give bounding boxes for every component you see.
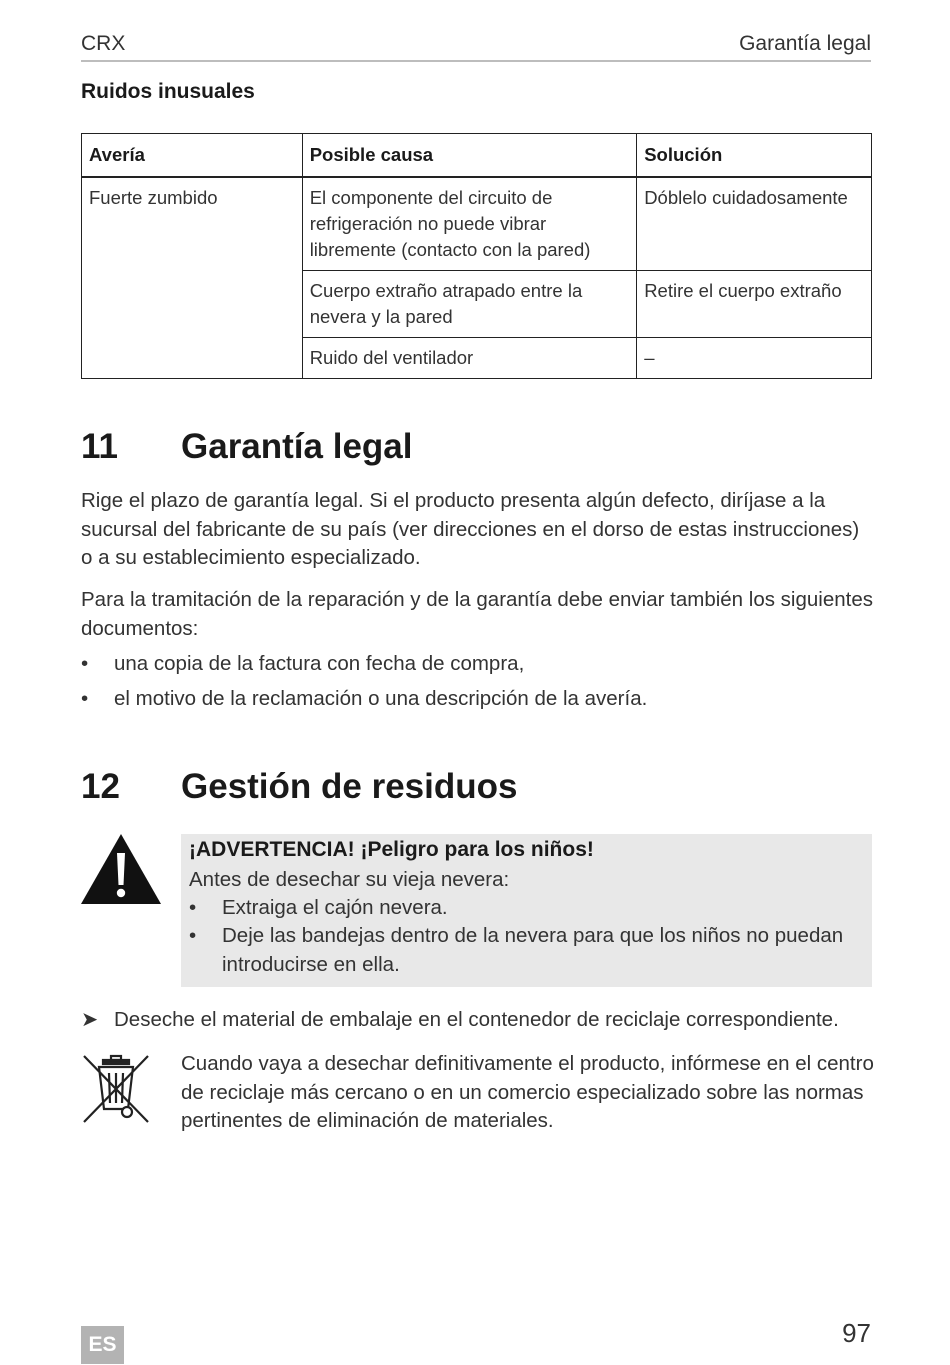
documents-paragraph: Para la tramitación de la reparación y de la garantía debe enviar también los siguientes documentos:	[81, 588, 873, 640]
solution-cell: Dóblelo cuidadosamente	[637, 177, 872, 271]
list-item-text: Deje las bandejas dentro de la nevera para que los niños no puedan introducirse en ella.	[222, 924, 844, 976]
warning-title: ¡ADVERTENCIA! ¡Peligro para los niños!	[189, 838, 594, 861]
warning-triangle-icon	[80, 833, 162, 905]
arrow-icon: ➤	[81, 1008, 99, 1031]
solution-cell: –	[637, 338, 872, 379]
list-item-text: el motivo de la reclamación o una descripción de la avería.	[114, 687, 648, 710]
fault-table	[81, 133, 872, 379]
warning-box	[181, 834, 872, 987]
warning-intro: Antes de desechar su vieja nevera:	[189, 868, 510, 891]
section-heading: Gestión de residuos	[181, 767, 518, 806]
table-heading: Ruidos inusuales	[81, 80, 255, 103]
header-chapter: Garantía legal	[739, 32, 871, 55]
bullet-marker: •	[189, 896, 197, 919]
fault-cell: Fuerte zumbido	[82, 177, 303, 379]
table-row	[82, 177, 872, 271]
list-item-text: Extraiga el cajón nevera.	[222, 896, 448, 919]
header-fault: Avería	[82, 134, 303, 178]
page-header	[81, 30, 871, 62]
header-cause: Posible causa	[302, 134, 637, 178]
section-number: 12	[81, 767, 120, 806]
language-badge: ES	[81, 1326, 124, 1364]
bullet-marker: •	[81, 652, 89, 675]
solution-cell: Retire el cuerpo extraño	[637, 271, 872, 338]
recycling-paragraph: Cuando vaya a desechar definitivamente el producto, infórmese en el centro de reciclaje más cercano o en un comercio especializado sobre las normas pertinentes de eliminación de materiales.	[181, 1052, 874, 1132]
crossed-bin-icon	[81, 1053, 151, 1125]
cause-cell: Ruido del ventilador	[302, 338, 637, 379]
cause-cell: Cuerpo extraño atrapado entre la nevera y la pared	[302, 271, 637, 338]
header-solution: Solución	[637, 134, 872, 178]
bullet-marker: •	[189, 924, 197, 947]
warranty-paragraph: Rige el plazo de garantía legal. Si el producto presenta algún defecto, diríjase a la sucursal del fabricante de su país (ver direcciones en el dorso de estas instrucciones) o a su establecimiento especializado.	[81, 489, 860, 569]
table-header-row	[82, 134, 872, 178]
cause-cell: El componente del circuito de refrigeración no puede vibrar libremente (contacto con la pared)	[302, 177, 637, 271]
list-item-text: una copia de la factura con fecha de compra,	[114, 652, 525, 675]
bullet-marker: •	[81, 687, 89, 710]
action-text: Deseche el material de embalaje en el contenedor de reciclaje correspondiente.	[114, 1008, 839, 1031]
page-number: 97	[842, 1318, 871, 1348]
header-product: CRX	[81, 32, 126, 55]
section-number: 11	[81, 427, 118, 466]
section-heading: Garantía legal	[181, 427, 413, 466]
